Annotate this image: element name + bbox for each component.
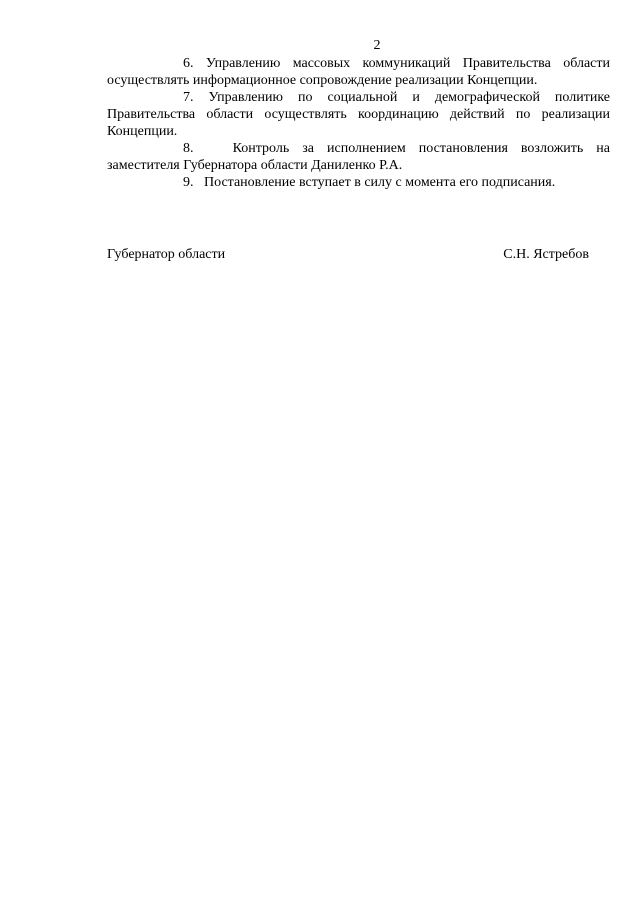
- paragraph-6: [107, 55, 610, 89]
- paragraph-number: 8.: [183, 141, 194, 156]
- paragraph-number: 7.: [183, 90, 194, 105]
- paragraph-number: 6.: [183, 56, 194, 71]
- paragraph-text: Управлению по социальной и демографической политике Правительства области осуществлять координацию действий по реализации Концепции.: [107, 90, 610, 139]
- paragraph-7: [107, 89, 610, 140]
- signature-block: [107, 246, 589, 263]
- signatory-name: С.Н. Ястребов: [503, 247, 589, 262]
- paragraph-9: [107, 174, 610, 191]
- paragraph-text: Управлению массовых коммуникаций Правительства области осуществлять информационное сопровождение реализации Концепции.: [107, 56, 611, 88]
- paragraph-8: [107, 140, 610, 174]
- paragraph-text: Контроль за исполнением постановления возложить на заместителя Губернатора области Даниленко Р.А.: [107, 141, 611, 173]
- signatory-position: Губернатор области: [107, 247, 226, 262]
- page-number: 2: [373, 38, 381, 53]
- paragraph-number: 9.: [183, 175, 194, 190]
- paragraph-text: Постановление вступает в силу с момента его подписания.: [204, 175, 556, 190]
- document-body: [107, 55, 610, 191]
